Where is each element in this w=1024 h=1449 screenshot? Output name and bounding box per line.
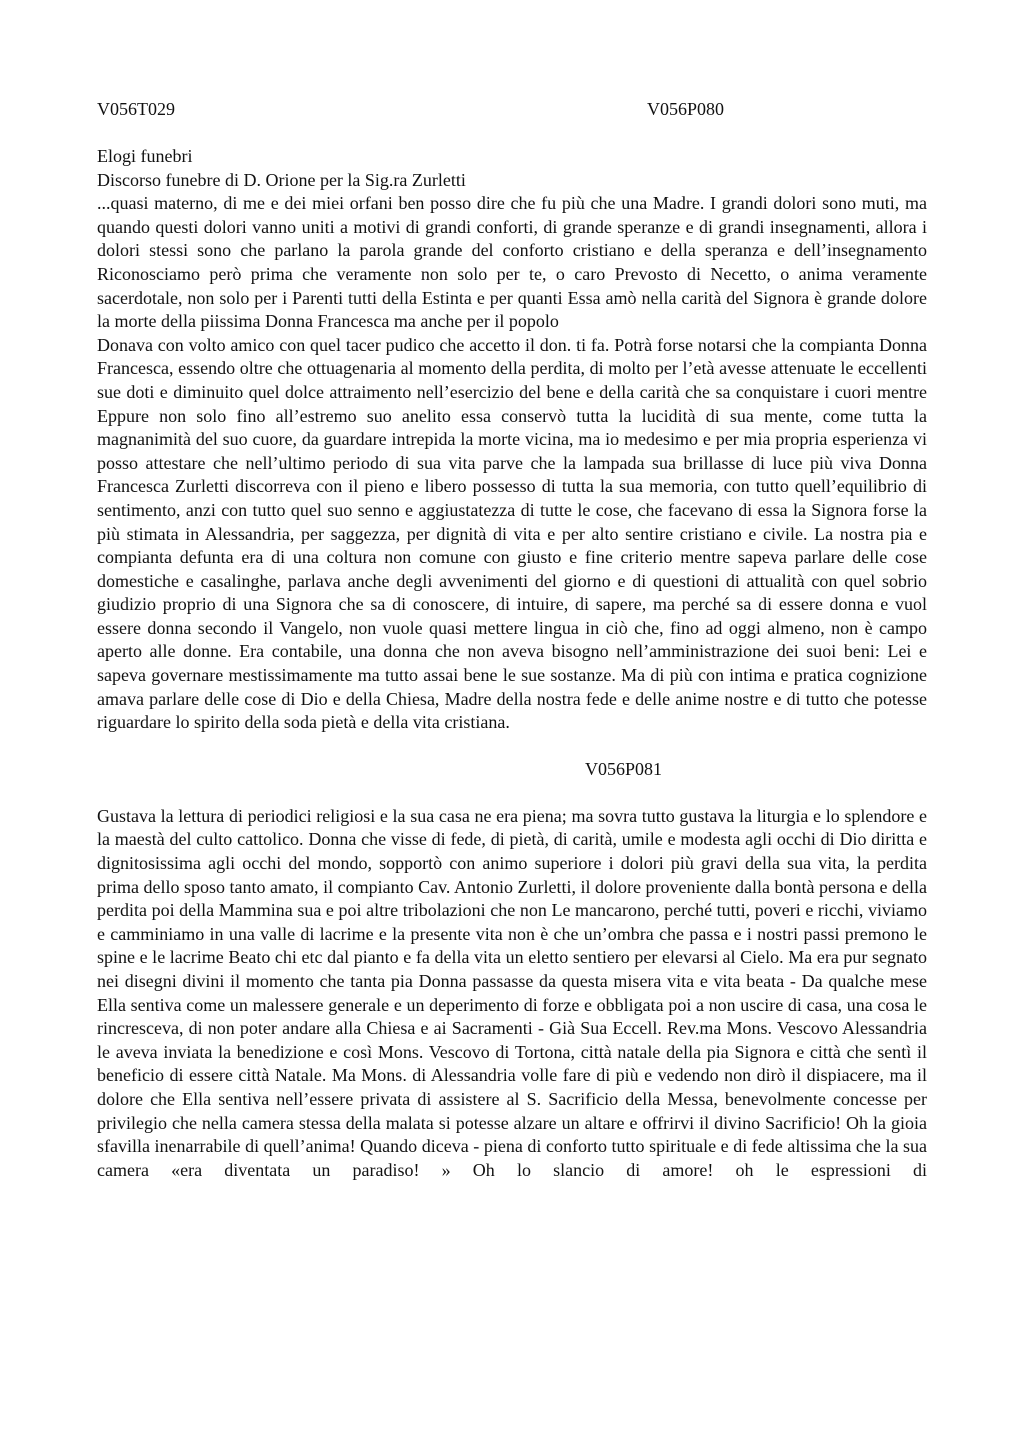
page-marker: V056P081 [585,758,663,779]
body-paragraph-1: ...quasi materno, di me e dei miei orfani ben posso dire che fu più che una Madre. I grandi dolori sono muti, ma quando questi dolori vanno uniti a motivi di grandi conforti, di grande speranze e di grandi insegnamenti, allora i dolori stessi sono che parlano la parola grande del conforto cristiano e della speranza e dell’insegnamento Riconosciamo però prima che veramente non solo per te, o caro Prevosto di Necetto, o anima veramente sacerdotale, non solo per i Parenti tutti della Estinta e per quanti Essa amò nella carità del Signora è grande dolore la morte della piissima Donna Francesca ma anche per il popolo [97,193,927,332]
document-page [97,98,927,1182]
page-code: V056P080 [647,99,725,119]
body-paragraph-3: Gustava la lettura di periodici religiosi e la sua casa ne era piena; ma sovra tutto gustava la liturgia e lo splendore e la maestà del culto cattolico. Donna che visse di fede, di pietà, di carità, umile e modesta agli occhi di Dio diritta e dignitosissima agli occhi del mondo, sopportò con animo superiore i dolori più gravi della sua vita, la perdita prima dello sposo tanto amato, il compianto Cav. Antonio Zurletti, il dolore proveniente dalla bontà persona e della perdita poi della Mammina sua e poi altre tribolazioni che non Le mancarono, perché tutti, poveri e ricchi, viviamo e camminiamo in una valle di lacrime e la presente vita non è che un’ombra che passa e i nostri passi premono le spine e le lacrime Beato chi etc dal pianto e fa della vita un eletto sentiero per elevarsi al Cielo. Ma era pur segnato nei disegni divini il momento che tanta pia Donna passasse da questa misera vita e vita beata - Da qualche mese Ella sentiva come un malessere generale e un deperimento di forze e obbligata poi a non uscire di casa, una cosa le rincresceva, di non poter andare alla Chiesa e ai Sacramenti - Già Sua Eccell. Rev.ma Mons. Vescovo Alessandria le aveva inviata la benedizione e così Mons. Vescovo di Tortona, città natale della pia Signora e città che sentì il beneficio di essere città Natale. Ma Mons. di Alessandria volle fare di più e vedendo non dirò il dispiacere, ma il dolore che Ella sentiva nell’essere privata di assistere al S. Sacrificio della Messa, benevolmente concesse per privilegio che nella camera stessa della malata si potesse alzare un altare e offrirvi il divino Sacrificio! Oh la gioia sfavilla inenarrabile di quell’anima! Quando diceva - piena di conforto tutto spirituale e di fede altissima che la sua camera «era diventata un paradiso! » Oh lo slancio di amore! oh le espressioni di [97,805,927,1180]
document-codes-row [97,98,927,122]
section-category: Elogi funebri [97,146,193,166]
section-title: Discorso funebre di D. Orione per la Sig.ra Zurletti [97,169,466,190]
page-marker-row [97,758,927,782]
body-paragraph-2: Donava con volto amico con quel tacer pudico che accetto il don. ti fa. Potrà forse notarsi che la compianta Donna Francesca, essendo oltre che ottuagenaria al momento della perdita, di molto per l’età avesse attenuate le eccellenti sue doti e diminuito quel dolce attraimento nell’esercizio del bene e della carità che sa conquistare i cuori mentre Eppure non solo fino all’estremo suo anelito essa conservò tutta la lucidità di sua mente, come tutta la magnanimità del suo cuore, da guardare intrepida la morte vicina, ma io medesimo e per mia propria esperienza vi posso attestare che nell’ultimo periodo di sua vita parve che la lampada sua brillasse di luce più viva Donna Francesca Zurletti discorreva con il pieno e libero possesso di tutta la sua memoria, con tutto quell’equilibrio di sentimento, anzi con tutto quel suo senno e aggiustatezza di tutte le cose, che facevano di essa la Signora forse la più stimata in Alessandria, per saggezza, per dignità di vita e per alto sentire cristiano e civile. La nostra pia e compianta defunta era di una coltura non comune con giusto e fine criterio mentre sapeva parlare delle cose domestiche e casalinghe, parlava anche degli avvenimenti del giorno e di questioni di attualità con quel sobrio giudizio proprio di una Signora che sa di conoscere, di intuire, di sapere, ma perché sa di essere donna e vuol essere donna secondo il Vangelo, non vuole quasi mettere lingua in ciò che, fino ad oggi almeno, non è campo aperto alle donne. Era contabile, una donna che non aveva bisogno nell’amministrazione dei suoi beni: Lei e sapeva governare mestissimamente ma tutto assai bene le sue sostanze. Ma di più con intima e pratica cognizione amava parlare delle cose di Dio e della Chiesa, Madre della nostra fede e delle anime nostre e di tutto che potesse riguardare lo spirito della soda pietà e della vita cristiana. [97,334,927,733]
document-code: V056T029 [97,99,175,119]
